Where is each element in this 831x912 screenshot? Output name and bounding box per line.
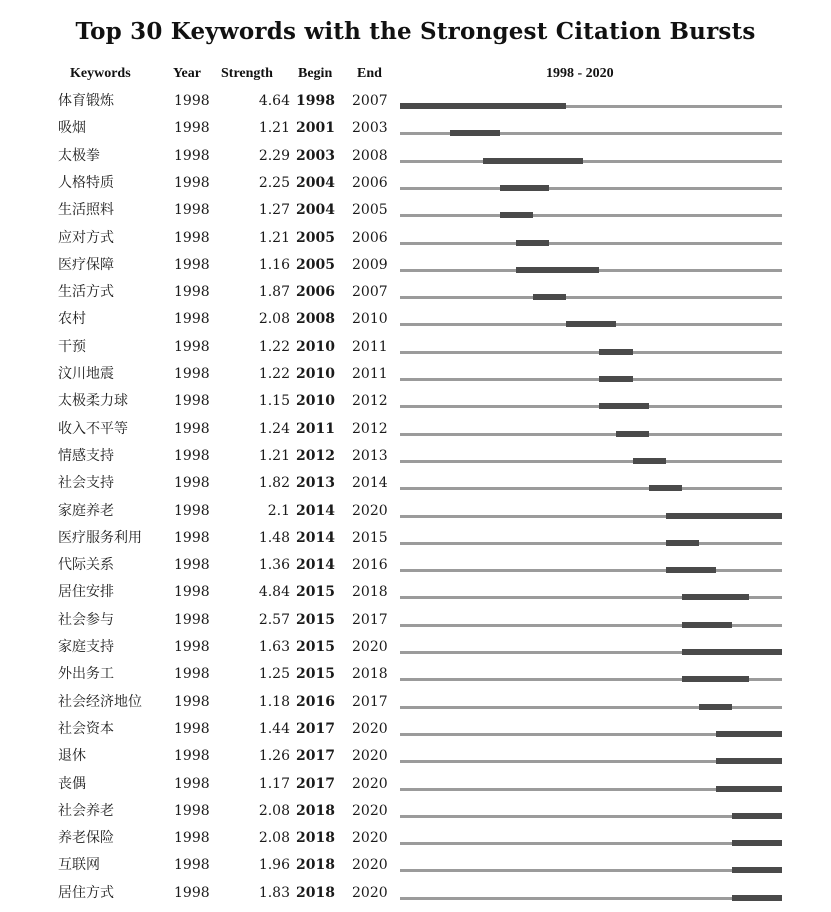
timeline-baseline <box>400 433 782 436</box>
strength-cell: 2.08 <box>258 830 290 847</box>
year-cell: 1998 <box>174 693 210 710</box>
year-cell: 1998 <box>174 93 210 109</box>
table-row <box>0 607 831 634</box>
year-cell: 1998 <box>174 830 210 847</box>
begin-cell: 2010 <box>296 366 335 382</box>
keyword-cell: 汶川地震 <box>58 366 114 382</box>
table-row <box>0 525 831 552</box>
begin-cell: 2010 <box>296 338 335 355</box>
keyword-cell: 农村 <box>58 311 86 328</box>
begin-cell: 2014 <box>296 529 335 546</box>
strength-cell: 1.44 <box>258 720 290 737</box>
keyword-cell: 情感支持 <box>58 447 114 464</box>
header-keywords: Keywords <box>70 66 131 81</box>
year-cell: 1998 <box>174 748 210 765</box>
year-cell: 1998 <box>174 256 210 273</box>
year-cell: 1998 <box>174 447 210 464</box>
burst-bar <box>716 786 782 792</box>
keyword-cell: 社会参与 <box>58 611 114 628</box>
burst-bar <box>450 130 500 136</box>
burst-bar <box>516 240 549 246</box>
begin-cell: 2016 <box>296 693 335 710</box>
timeline-baseline <box>400 897 782 900</box>
timeline-baseline <box>400 214 782 217</box>
begin-cell: 2018 <box>296 884 335 901</box>
year-cell: 1998 <box>174 857 210 874</box>
begin-cell: 2015 <box>296 584 335 601</box>
timeline-baseline <box>400 160 782 163</box>
year-cell: 1998 <box>174 639 210 655</box>
table-row <box>0 279 831 306</box>
begin-cell: 2010 <box>296 393 335 410</box>
strength-cell: 4.84 <box>258 584 290 601</box>
timeline-baseline <box>400 460 782 463</box>
burst-bar <box>666 567 716 573</box>
strength-cell: 1.15 <box>258 393 290 410</box>
timeline-baseline <box>400 569 782 572</box>
keyword-cell: 家庭支持 <box>58 639 114 655</box>
burst-bar <box>649 485 682 491</box>
table-row <box>0 443 831 470</box>
table-row <box>0 388 831 415</box>
table-row <box>0 225 831 252</box>
header-year: Year <box>173 66 201 81</box>
burst-bar <box>666 540 699 546</box>
keyword-cell: 丧偶 <box>58 775 86 792</box>
table-row <box>0 798 831 825</box>
keyword-cell: 社会经济地位 <box>58 693 142 710</box>
keyword-cell: 社会资本 <box>58 720 114 737</box>
end-cell: 2009 <box>352 256 388 273</box>
strength-cell: 1.36 <box>258 557 290 574</box>
strength-cell: 1.83 <box>258 884 290 901</box>
end-cell: 2020 <box>352 884 388 901</box>
table-row <box>0 689 831 716</box>
strength-cell: 1.18 <box>258 693 290 710</box>
year-cell: 1998 <box>174 666 210 683</box>
begin-cell: 2018 <box>296 830 335 847</box>
year-cell: 1998 <box>174 884 210 901</box>
table-row <box>0 552 831 579</box>
end-cell: 2011 <box>352 366 388 382</box>
table-row <box>0 252 831 279</box>
begin-cell: 2001 <box>296 120 335 137</box>
burst-bar <box>599 403 649 409</box>
begin-cell: 2014 <box>296 557 335 574</box>
strength-cell: 1.48 <box>258 529 290 546</box>
timeline-baseline <box>400 815 782 818</box>
keyword-cell: 吸烟 <box>58 120 86 137</box>
begin-cell: 2017 <box>296 775 335 792</box>
year-cell: 1998 <box>174 420 210 437</box>
end-cell: 2017 <box>352 611 388 628</box>
begin-cell: 2003 <box>296 147 335 164</box>
table-row <box>0 579 831 606</box>
table-row <box>0 470 831 497</box>
begin-cell: 2017 <box>296 720 335 737</box>
begin-cell: 2018 <box>296 802 335 819</box>
strength-cell: 2.1 <box>267 502 290 519</box>
table-row <box>0 825 831 852</box>
strength-cell: 1.21 <box>258 447 290 464</box>
end-cell: 2014 <box>352 475 388 492</box>
burst-bar <box>716 758 782 764</box>
strength-cell: 1.25 <box>258 666 290 683</box>
timeline-baseline <box>400 542 782 545</box>
chart-title: Top 30 Keywords with the Strongest Citation Bursts <box>75 18 756 45</box>
begin-cell: 2015 <box>296 611 335 628</box>
burst-table <box>0 88 831 908</box>
end-cell: 2005 <box>352 202 388 219</box>
end-cell: 2020 <box>352 775 388 792</box>
keyword-cell: 社会养老 <box>58 802 114 819</box>
end-cell: 2008 <box>352 147 388 164</box>
begin-cell: 1998 <box>296 93 335 109</box>
burst-bar <box>500 185 550 191</box>
strength-cell: 2.08 <box>258 802 290 819</box>
begin-cell: 2017 <box>296 748 335 765</box>
strength-cell: 1.82 <box>258 475 290 492</box>
timeline-baseline <box>400 351 782 354</box>
header-timeline-range: 1998 - 2020 <box>546 66 614 81</box>
year-cell: 1998 <box>174 338 210 355</box>
keyword-cell: 干预 <box>58 338 86 355</box>
year-cell: 1998 <box>174 366 210 382</box>
table-row <box>0 634 831 661</box>
table-row <box>0 771 831 798</box>
table-row <box>0 416 831 443</box>
timeline-baseline <box>400 378 782 381</box>
burst-bar <box>483 158 583 164</box>
timeline-baseline <box>400 405 782 408</box>
end-cell: 2016 <box>352 557 388 574</box>
burst-bar <box>599 349 632 355</box>
end-cell: 2011 <box>352 338 388 355</box>
end-cell: 2020 <box>352 639 388 655</box>
burst-bar <box>682 649 782 655</box>
begin-cell: 2018 <box>296 857 335 874</box>
year-cell: 1998 <box>174 775 210 792</box>
keyword-cell: 应对方式 <box>58 229 114 246</box>
strength-cell: 1.17 <box>258 775 290 792</box>
header-end: End <box>357 66 382 81</box>
begin-cell: 2015 <box>296 666 335 683</box>
end-cell: 2020 <box>352 748 388 765</box>
begin-cell: 2005 <box>296 256 335 273</box>
strength-cell: 2.57 <box>258 611 290 628</box>
year-cell: 1998 <box>174 393 210 410</box>
strength-cell: 2.25 <box>258 174 290 191</box>
end-cell: 2018 <box>352 666 388 683</box>
burst-bar <box>732 867 782 873</box>
timeline-baseline <box>400 487 782 490</box>
end-cell: 2006 <box>352 229 388 246</box>
year-cell: 1998 <box>174 529 210 546</box>
strength-cell: 1.22 <box>258 366 290 382</box>
year-cell: 1998 <box>174 584 210 601</box>
keyword-cell: 互联网 <box>58 857 100 874</box>
end-cell: 2015 <box>352 529 388 546</box>
table-row <box>0 306 831 333</box>
timeline-baseline <box>400 842 782 845</box>
strength-cell: 1.27 <box>258 202 290 219</box>
year-cell: 1998 <box>174 284 210 301</box>
strength-cell: 1.26 <box>258 748 290 765</box>
table-row <box>0 498 831 525</box>
keyword-cell: 医疗服务利用 <box>58 529 142 546</box>
keyword-cell: 人格特质 <box>58 174 114 191</box>
strength-cell: 1.87 <box>258 284 290 301</box>
timeline-baseline <box>400 187 782 190</box>
burst-bar <box>533 294 566 300</box>
year-cell: 1998 <box>174 120 210 137</box>
begin-cell: 2006 <box>296 284 335 301</box>
strength-cell: 2.08 <box>258 311 290 328</box>
burst-bar <box>516 267 599 273</box>
keyword-cell: 体育锻炼 <box>58 93 114 109</box>
burst-bar <box>682 676 748 682</box>
year-cell: 1998 <box>174 202 210 219</box>
end-cell: 2007 <box>352 93 388 109</box>
burst-bar <box>699 704 732 710</box>
table-row <box>0 880 831 907</box>
header-strength: Strength <box>221 66 273 81</box>
end-cell: 2017 <box>352 693 388 710</box>
keyword-cell: 代际关系 <box>58 557 114 574</box>
begin-cell: 2011 <box>296 420 335 437</box>
table-row <box>0 88 831 115</box>
burst-bar <box>682 622 732 628</box>
table-row <box>0 661 831 688</box>
begin-cell: 2015 <box>296 639 335 655</box>
burst-bar <box>732 813 782 819</box>
table-row <box>0 716 831 743</box>
table-row <box>0 361 831 388</box>
end-cell: 2006 <box>352 174 388 191</box>
end-cell: 2020 <box>352 830 388 847</box>
header-begin: Begin <box>298 66 333 81</box>
burst-bar <box>400 103 566 109</box>
timeline-baseline <box>400 296 782 299</box>
strength-cell: 1.16 <box>258 256 290 273</box>
strength-cell: 1.63 <box>258 639 290 655</box>
strength-cell: 1.22 <box>258 338 290 355</box>
burst-bar <box>566 321 616 327</box>
year-cell: 1998 <box>174 720 210 737</box>
keyword-cell: 外出务工 <box>58 666 114 683</box>
keyword-cell: 太极拳 <box>58 147 100 164</box>
year-cell: 1998 <box>174 502 210 519</box>
table-row <box>0 197 831 224</box>
strength-cell: 2.29 <box>258 147 290 164</box>
keyword-cell: 社会支持 <box>58 475 114 492</box>
end-cell: 2003 <box>352 120 388 137</box>
end-cell: 2020 <box>352 502 388 519</box>
keyword-cell: 收入不平等 <box>58 420 128 437</box>
keyword-cell: 居住方式 <box>58 884 114 901</box>
timeline-baseline <box>400 242 782 245</box>
table-row <box>0 743 831 770</box>
burst-bar <box>666 513 782 519</box>
begin-cell: 2013 <box>296 475 335 492</box>
end-cell: 2007 <box>352 284 388 301</box>
table-row <box>0 852 831 879</box>
end-cell: 2018 <box>352 584 388 601</box>
begin-cell: 2004 <box>296 174 335 191</box>
end-cell: 2010 <box>352 311 388 328</box>
keyword-cell: 家庭养老 <box>58 502 114 519</box>
burst-bar <box>500 212 533 218</box>
strength-cell: 1.24 <box>258 420 290 437</box>
strength-cell: 4.64 <box>258 93 290 109</box>
year-cell: 1998 <box>174 147 210 164</box>
keyword-cell: 退休 <box>58 748 86 765</box>
year-cell: 1998 <box>174 475 210 492</box>
burst-bar <box>599 376 632 382</box>
year-cell: 1998 <box>174 802 210 819</box>
begin-cell: 2014 <box>296 502 335 519</box>
end-cell: 2012 <box>352 393 388 410</box>
keyword-cell: 居住安排 <box>58 584 114 601</box>
end-cell: 2013 <box>352 447 388 464</box>
begin-cell: 2008 <box>296 311 335 328</box>
burst-bar <box>732 840 782 846</box>
year-cell: 1998 <box>174 174 210 191</box>
year-cell: 1998 <box>174 557 210 574</box>
year-cell: 1998 <box>174 611 210 628</box>
end-cell: 2020 <box>352 720 388 737</box>
burst-bar <box>633 458 666 464</box>
table-row <box>0 334 831 361</box>
begin-cell: 2005 <box>296 229 335 246</box>
table-row <box>0 143 831 170</box>
keyword-cell: 养老保险 <box>58 830 114 847</box>
table-row <box>0 115 831 142</box>
burst-bar <box>716 731 782 737</box>
burst-bar <box>732 895 782 901</box>
begin-cell: 2012 <box>296 447 335 464</box>
end-cell: 2020 <box>352 802 388 819</box>
begin-cell: 2004 <box>296 202 335 219</box>
year-cell: 1998 <box>174 229 210 246</box>
table-row <box>0 170 831 197</box>
year-cell: 1998 <box>174 311 210 328</box>
end-cell: 2012 <box>352 420 388 437</box>
end-cell: 2020 <box>352 857 388 874</box>
burst-bar <box>682 594 748 600</box>
burst-bar <box>616 431 649 437</box>
keyword-cell: 生活照料 <box>58 202 114 219</box>
timeline-baseline <box>400 869 782 872</box>
strength-cell: 1.21 <box>258 229 290 246</box>
keyword-cell: 医疗保障 <box>58 256 114 273</box>
strength-cell: 1.96 <box>258 857 290 874</box>
keyword-cell: 生活方式 <box>58 284 114 301</box>
strength-cell: 1.21 <box>258 120 290 137</box>
keyword-cell: 太极柔力球 <box>58 393 128 410</box>
